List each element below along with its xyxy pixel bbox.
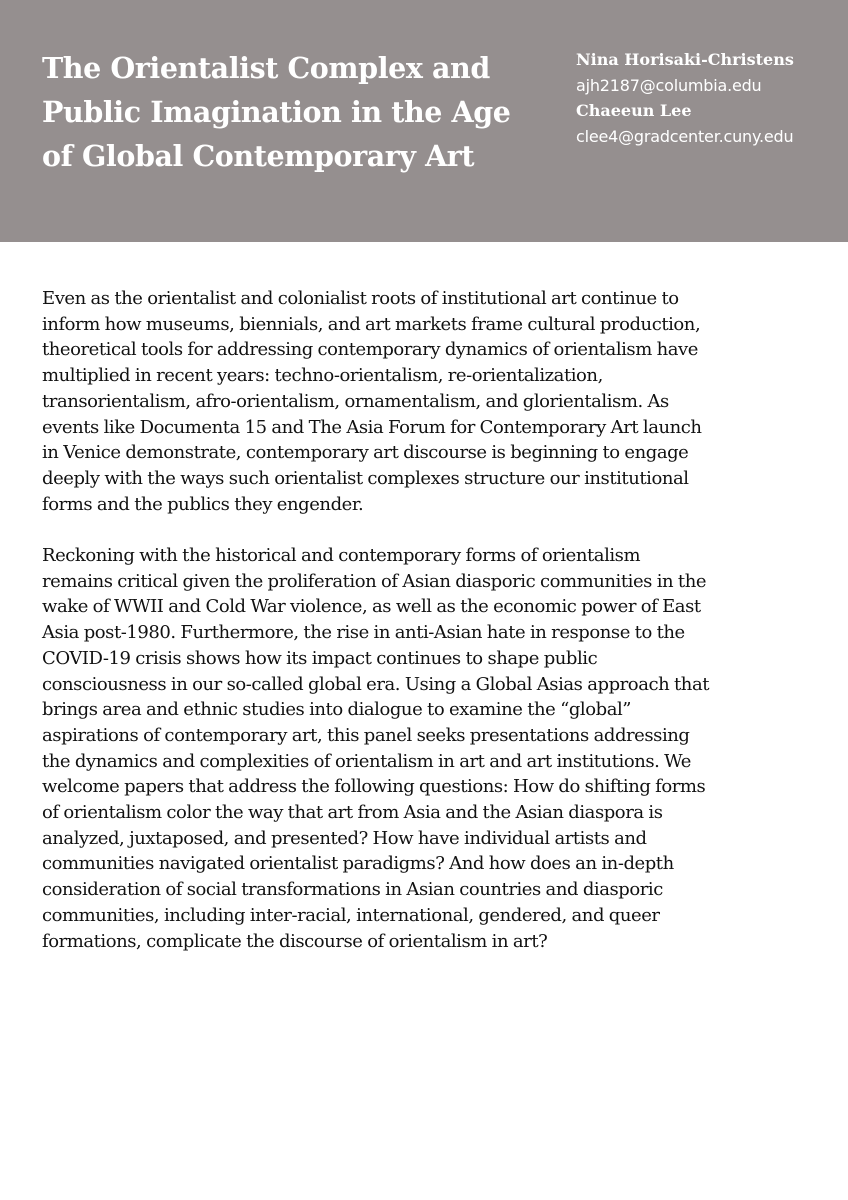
- text-line: the dynamics and complexities of orientalism in art and art institutions. We: [42, 750, 691, 772]
- text-line: Reckoning with the historical and contemporary forms of orientalism: [42, 545, 641, 567]
- text-line: transorientalism, afro-orientalism, ornamentalism, and glorientalism. As: [42, 390, 669, 412]
- title-line: of Global Contemporary Art: [42, 139, 475, 173]
- title-line: The Orientalist Complex and: [42, 51, 490, 85]
- title-line: Public Imagination in the Age: [42, 95, 511, 129]
- text-line: theoretical tools for addressing contemporary dynamics of orientalism have: [42, 339, 698, 361]
- text-line: inform how museums, biennials, and art markets frame cultural production,: [42, 313, 701, 335]
- text-line: analyzed, juxtaposed, and presented? How have individual artists and: [42, 827, 647, 849]
- text-line: Even as the orientalist and colonialist roots of institutional art continue to: [42, 288, 679, 309]
- author-list: [576, 47, 844, 149]
- text-line: in Venice demonstrate, contemporary art discourse is beginning to engage: [42, 442, 689, 464]
- text-line: consideration of social transformations in Asian countries and diasporic: [42, 879, 663, 901]
- page-title: [42, 46, 542, 178]
- text-line: formations, complicate the discourse of orientalism in art?: [42, 930, 548, 952]
- author-email[interactable]: ajh2187@columbia.edu: [576, 75, 762, 95]
- author-email[interactable]: clee4@gradcenter.cuny.edu: [576, 126, 794, 146]
- text-line: remains critical given the proliferation of Asian diasporic communities in the: [42, 570, 707, 592]
- text-line: events like Documenta 15 and The Asia Forum for Contemporary Art launch: [42, 416, 702, 438]
- text-line: brings area and ethnic studies into dialogue to examine the “global”: [42, 699, 632, 721]
- paragraph: [42, 286, 822, 517]
- text-line: communities navigated orientalist paradigms? And how does an in-depth: [42, 853, 674, 875]
- text-line: deeply with the ways such orientalist complexes structure our institutional: [42, 467, 689, 489]
- text-line: forms and the publics they engender.: [42, 493, 364, 515]
- text-line: welcome papers that address the following questions: How do shifting forms: [42, 776, 706, 798]
- paragraph: [42, 543, 822, 954]
- author-name: Nina Horisaki-Christens: [576, 50, 794, 69]
- text-line: consciousness in our so-called global era. Using a Global Asias approach that: [42, 673, 710, 695]
- author-name: Chaeeun Lee: [576, 101, 692, 120]
- text-line: Asia post-1980. Furthermore, the rise in anti-Asian hate in response to the: [42, 622, 685, 644]
- abstract-body: [42, 286, 822, 980]
- text-line: wake of WWII and Cold War violence, as well as the economic power of East: [42, 596, 701, 618]
- text-line: communities, including inter-racial, international, gendered, and queer: [42, 904, 660, 926]
- header-banner: [0, 0, 848, 242]
- text-line: of orientalism color the way that art from Asia and the Asian diaspora is: [42, 802, 663, 824]
- text-line: aspirations of contemporary art, this panel seeks presentations addressing: [42, 724, 690, 746]
- text-line: COVID-19 crisis shows how its impact continues to shape public: [42, 647, 598, 669]
- text-line: multiplied in recent years: techno-orientalism, re-orientalization,: [42, 365, 603, 387]
